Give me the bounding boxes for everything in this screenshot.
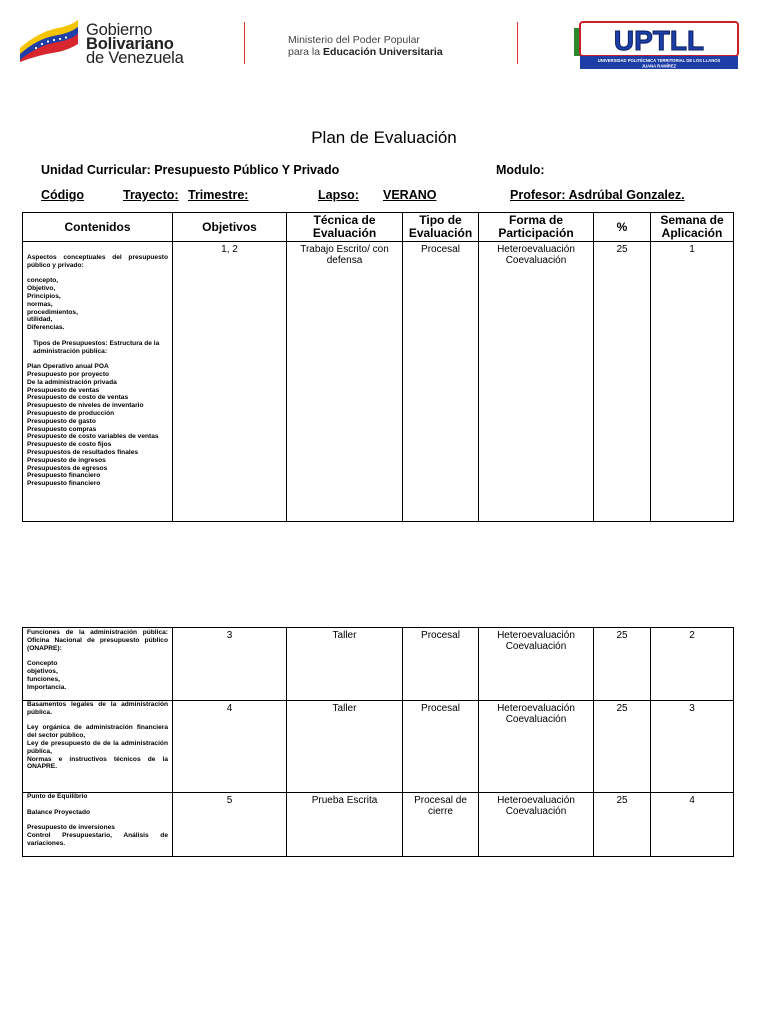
header-percent: % [594,213,651,242]
content-item: Presupuesto de ingresos [27,456,106,464]
content-item: Presupuesto de costo variables de ventas [27,433,159,441]
tecnica-value: Taller [332,703,357,714]
percent-value: 25 [616,795,628,806]
semana-value: 2 [689,630,695,641]
percent-cell [594,628,651,701]
document-title: Plan de Evaluación [311,128,457,147]
gov-line2: Bolivariano [86,35,174,53]
percent-value: 25 [616,244,628,255]
tipo-cell [403,793,479,857]
content-item: funciones, [27,675,60,683]
forma-value: Coevaluación [505,255,567,266]
content-text: Presupuesto de inversiones [27,824,115,832]
tipo-cell [403,701,479,793]
table-row [23,628,734,701]
content-item: Presupuesto financiero [27,472,101,480]
objetivos-value: 4 [226,703,233,714]
content-item: Presupuesto compras [27,425,97,433]
semana-value: 4 [689,795,695,806]
ministry-name: Educación Universitaria [323,46,443,58]
objetivos-cell [173,242,287,522]
percent-value: 25 [616,630,628,641]
trimestre-label: Trimestre: [188,188,249,202]
tipo-cell [403,628,479,701]
uptll-logo-text: UPTLL [613,25,705,56]
content-text: Basamentos legales de la administración pública. [27,701,168,716]
content-text: Ley de presupuesto de de la administración pública, [27,739,168,755]
objetivos-value: 3 [226,630,233,641]
header-forma: Forma de Participación [479,213,594,242]
forma-value: Heteroevaluación [497,630,575,641]
objetivos-cell [173,628,287,701]
content-item: normas, [27,300,53,308]
header-semana: Semana de Aplicación [651,213,734,242]
objetivos-value: 5 [226,795,233,806]
content-item: Principios, [27,292,61,300]
semana-cell [651,793,734,857]
tecnica-value: Prueba Escrita [311,795,378,806]
contenidos-cell [23,242,173,522]
tipo-cell [403,242,479,522]
forma-value: Heteroevaluación [497,703,575,714]
percent-cell [594,793,651,857]
table-header-row [23,213,734,242]
header-tipo: Tipo de Evaluación [403,213,479,242]
header-divider [244,22,245,64]
content-item: Diferencias. [27,324,65,332]
content-text: Tipos de Presupuestos: Estructura de la administración pública: [33,339,160,355]
content-item: Presupuesto de ventas [27,386,100,394]
content-item: Presupuesto financiero [27,480,101,488]
ministry-prefix: para la [288,46,324,58]
content-text: Balance Proyectado [27,808,91,816]
contenidos-cell [23,628,173,701]
evaluation-table [22,212,734,522]
trayecto-label: Trayecto: [123,188,179,202]
percent-cell [594,242,651,522]
content-item: Plan Operativo anual POA [27,363,109,371]
content-item: Concepto [27,660,58,668]
lapso-value: VERANO [383,188,437,202]
uptll-logo [574,20,744,70]
tipo-value: Procesal [421,703,460,714]
content-item: Presupuesto de producción [27,409,115,417]
table-row [23,793,734,857]
forma-value: Heteroevaluación [497,244,575,255]
percent-value: 25 [616,703,628,714]
content-text: Normas e instructivos técnicos de la ONAPRE. [27,755,168,771]
forma-cell [479,793,594,857]
modulo-label: Modulo: [496,163,545,177]
content-item: Importancia. [27,683,67,691]
semana-cell [651,701,734,793]
tecnica-cell [287,701,403,793]
content-item: Presupuesto de costo fijos [27,441,112,449]
gov-line1: Gobierno [86,21,153,39]
forma-cell [479,242,594,522]
content-item: Presupuestos de egresos [27,464,108,472]
contenidos-cell [23,793,173,857]
tecnica-value: Trabajo Escrito/ con defensa [300,244,389,266]
government-text [86,23,184,65]
table-row [23,242,734,522]
forma-cell [479,628,594,701]
content-text: Ley orgánica de administración financiera del sector público, [27,724,168,740]
contenidos-cell [23,701,173,793]
government-logo [18,18,238,68]
profesor-label: Profesor: Asdrúbal Gonzalez. [510,188,685,202]
content-item: utilidad, [27,316,53,324]
tecnica-cell [287,242,403,522]
content-text: Control Presupuestario, Análisis de variaciones. [27,831,168,847]
forma-cell [479,701,594,793]
content-item: Objetivo, [27,285,56,293]
header-contenidos: Contenidos [23,213,173,242]
table-row [23,701,734,793]
content-item: De la administración privada [27,378,117,386]
forma-value: Heteroevaluación [497,795,575,806]
tecnica-cell [287,628,403,701]
uptll-university-subname: JUANA RAMÍREZ [641,63,677,69]
semana-cell [651,628,734,701]
semana-value: 1 [689,244,695,255]
header-objetivos: Objetivos [173,213,287,242]
content-text: Aspectos conceptuales del presupuesto público y privado: [27,254,168,269]
objetivos-value: 1, 2 [221,244,238,255]
uptll-university-name: UNIVERSIDAD POLITÉCNICA TERRITORIAL DE LOS LLANOS [597,58,721,63]
ministry-line1: Ministerio del Poder Popular [288,34,420,46]
evaluation-table-continued [22,627,734,857]
objetivos-cell [173,701,287,793]
gov-line3: de Venezuela [86,49,184,67]
header-divider [517,22,518,64]
lapso-label: Lapso: [318,188,359,202]
ministry-text [288,34,443,58]
unidad-curricular: Unidad Curricular: Presupuesto Público Y Privado [41,163,340,177]
semana-value: 3 [689,703,695,714]
tecnica-value: Taller [332,630,357,641]
content-item: Presupuestos de resultados finales [27,448,139,456]
content-text: Funciones de la administración pública: Oficina Nacional de presupuesto público (ONAPRE): [27,629,168,652]
forma-value: Coevaluación [505,641,567,652]
forma-value: Coevaluación [505,806,567,817]
semana-cell [651,242,734,522]
percent-cell [594,701,651,793]
content-item: procedimientos, [27,308,78,316]
tipo-value: Procesal [421,244,460,255]
content-item: concepto, [27,277,59,285]
tipo-value: Procesal [421,630,460,641]
venezuela-flag-icon [18,18,80,62]
header-tecnica: Técnica de Evaluación [287,213,403,242]
codigo-label: Código [41,188,85,202]
content-item: Presupuesto de costo de ventas [27,394,129,402]
forma-value: Coevaluación [505,714,567,725]
content-item: Presupuesto de gasto [27,417,96,425]
objetivos-cell [173,793,287,857]
tecnica-cell [287,793,403,857]
content-text: Punto de Equilibrio [27,793,88,800]
document-header [0,0,768,90]
content-item: objetivos, [27,667,58,675]
content-item: Presupuesto de niveles de inventario [27,402,144,410]
tipo-value: Procesal de cierre [414,795,467,817]
content-item: Presupuesto por proyecto [27,370,110,378]
